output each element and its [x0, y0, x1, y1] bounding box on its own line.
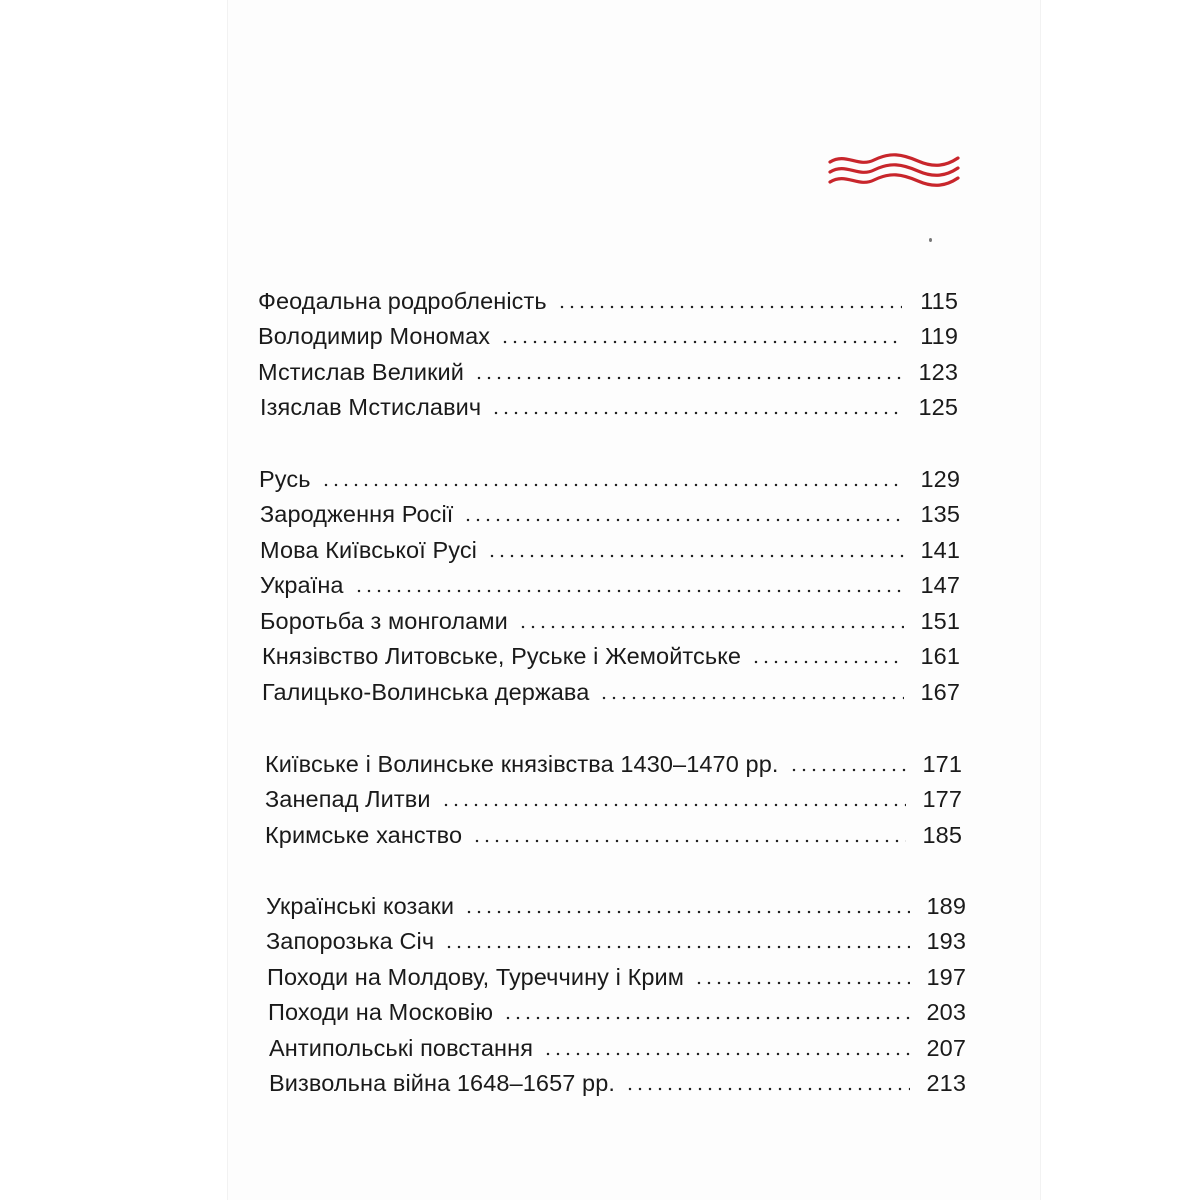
- toc-entry-title: Антипольські повстання: [269, 1035, 534, 1061]
- toc-entry-title: Мова Київської Русі: [260, 537, 477, 563]
- dot-leader: [354, 589, 904, 593]
- dot-leader: [557, 305, 902, 309]
- toc-entry: [260, 496, 960, 528]
- toc-entry-title: Ізяслав Мстиславич: [260, 394, 482, 420]
- dot-leader: [321, 483, 904, 487]
- toc-entry: [258, 318, 958, 350]
- toc-entry-page-number: 213: [926, 1070, 966, 1096]
- toc-entry-title: Русь: [259, 466, 311, 492]
- toc-entry-title: Князівство Литовське, Руське і Жемойтське: [262, 643, 742, 669]
- toc-entry-page-number: 203: [926, 999, 966, 1025]
- toc-entry: [265, 746, 962, 778]
- toc-entry-page-number: 151: [920, 608, 960, 634]
- toc-entry: [268, 994, 966, 1026]
- toc-entry-title: Кримське ханство: [265, 822, 463, 848]
- toc-entry: [266, 888, 966, 920]
- dot-leader: [625, 1087, 910, 1091]
- toc-entry: [258, 354, 958, 386]
- toc-entry: [265, 817, 962, 849]
- dot-leader: [599, 696, 904, 700]
- toc-entry-title: Походи на Молдову, Туреччину і Крим: [267, 964, 685, 990]
- toc-entry-page-number: 197: [926, 964, 966, 990]
- toc-entry-page-number: 119: [920, 323, 958, 349]
- toc-entry-page-number: 129: [920, 466, 960, 492]
- toc-entry: [262, 638, 960, 670]
- toc-entry: [265, 781, 962, 813]
- toc-entry: [258, 283, 958, 315]
- toc-entry-title: Боротьба з монголами: [260, 608, 508, 634]
- toc-entry-page-number: 171: [922, 751, 962, 777]
- dot-leader: [464, 910, 910, 914]
- toc-entry-page-number: 193: [926, 928, 966, 954]
- toc-entry-title: Зародження Росії: [260, 501, 454, 527]
- toc-entry-title: Галицько-Волинська держава: [262, 679, 590, 705]
- toc-entry-title: Занепад Литви: [265, 786, 431, 812]
- toc-entry-page-number: 177: [922, 786, 962, 812]
- toc-entry: [269, 1030, 966, 1062]
- toc-entry-title: Феодальна родробленість: [258, 288, 547, 314]
- toc-entry: [266, 923, 966, 955]
- dot-leader: [694, 981, 910, 985]
- toc-entry-page-number: 135: [920, 501, 960, 527]
- toc-entry: [259, 461, 960, 493]
- dot-leader: [491, 411, 902, 415]
- toc-entry-page-number: 167: [920, 679, 960, 705]
- toc-entry-title: Запорозька Січ: [266, 928, 435, 954]
- dot-leader: [444, 945, 910, 949]
- dot-leader: [789, 768, 907, 772]
- dot-leader: [751, 660, 904, 664]
- toc-entry-title: Визвольна війна 1648–1657 рр.: [269, 1070, 616, 1096]
- toc-entry-title: Українські козаки: [266, 893, 455, 919]
- toc-entry: [260, 532, 960, 564]
- dot-leader: [503, 1016, 910, 1020]
- toc-entry-title: Походи на Московію: [268, 999, 494, 1025]
- dot-leader: [518, 625, 904, 629]
- toc-entry-title: Мстислав Великий: [258, 359, 464, 385]
- toc-entry: [269, 1065, 966, 1097]
- dot-leader: [472, 839, 906, 843]
- toc-entry-page-number: 189: [926, 893, 966, 919]
- toc-entry: [262, 674, 960, 706]
- dot-leader: [543, 1052, 910, 1056]
- dot-leader: [441, 803, 906, 807]
- toc-entry-page-number: 185: [922, 822, 962, 848]
- dot-leader: [500, 340, 902, 344]
- toc-entry: [267, 959, 966, 991]
- toc-entry: [260, 389, 958, 421]
- toc-entry-title: Україна: [260, 572, 344, 598]
- dot-leader: [474, 376, 902, 380]
- dot-leader: [487, 554, 904, 558]
- toc-entry: [260, 567, 960, 599]
- toc-entry-title: Володимир Мономах: [258, 323, 491, 349]
- toc-entry-title: Київське і Волинське князівства 1430–1470 рр.: [265, 751, 779, 777]
- toc-entry-page-number: 147: [920, 572, 960, 598]
- toc-entry-page-number: 115: [920, 288, 958, 314]
- toc-entry-page-number: 161: [920, 643, 960, 669]
- toc-entry-page-number: 207: [926, 1035, 966, 1061]
- toc-entry-page-number: 125: [918, 394, 958, 420]
- dot-leader: [463, 518, 904, 522]
- toc-entry-page-number: 123: [918, 359, 958, 385]
- toc-entry: [260, 603, 960, 635]
- toc-entry-page-number: 141: [920, 537, 960, 563]
